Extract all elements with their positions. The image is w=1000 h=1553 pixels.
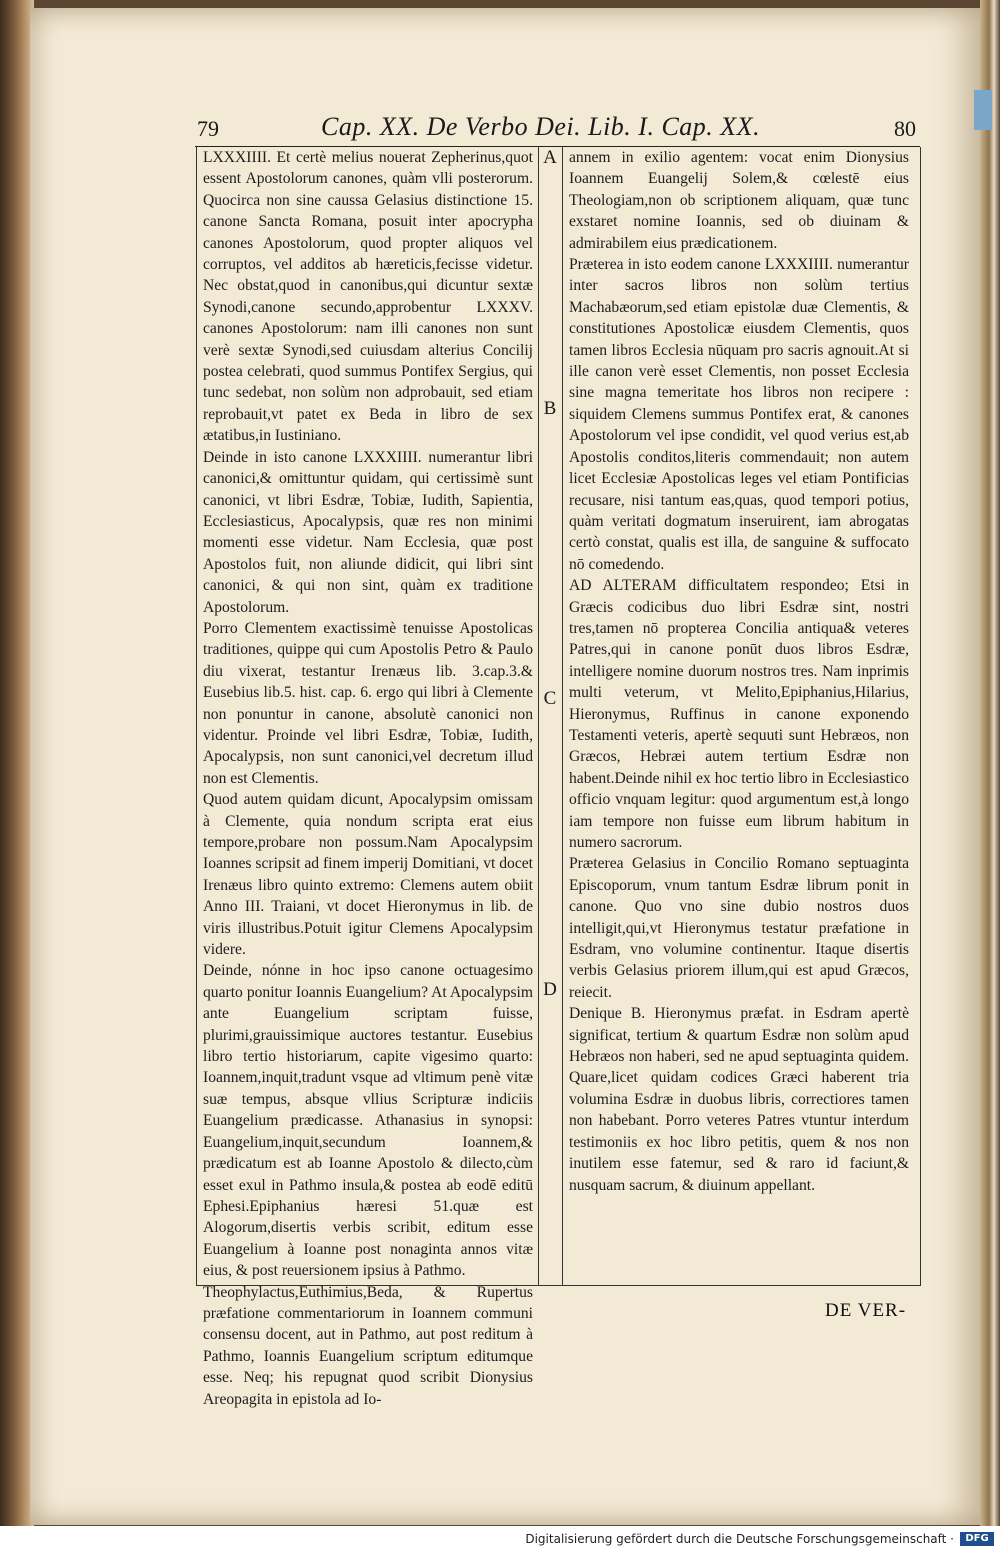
column-rule-left — [538, 147, 539, 1285]
catchword: DE VER- — [825, 1300, 907, 1321]
right-paragraph: Denique B. Hieronymus præfat. in Esdram apertè significat, tertium & quartum Esdræ non solùm apud Hebræos non haberi, sed ne apud septuaginta quidem. Quare,licet quidam codices Græci haberent tria volumina Esdræ in duobus libris, correctiores tamen non habebant. Porro veteres Patres vtuntur interdum testimoniis ex hoc libro petitis, quem & nos non inutilem esse fatemur, sed & raro id faciunt,& nusquam sacrum, & diuinum appellant. — [569, 1005, 909, 1194]
margin-marker-c: C — [543, 688, 557, 709]
column-rule-right — [562, 147, 563, 1285]
book-binding-left — [0, 0, 34, 1553]
left-paragraph: Quod autem quidam dicunt, Apocalypsim omissam à Clemente, quia nondum scripta erat eius tempore,probare non possum.Nam Apocalypsim Ioannes scripsit ad finem imperij Domitiani, vt docet Irenæus libro quinto extremo: Clemens autem obiit Anno III. Traiani, vt docet Hieronymus in lib. de viris illustribus.Potuit igitur Clemens Apocalypsim videre. — [203, 791, 533, 959]
right-paragraph: Præterea Gelasius in Concilio Romano septuaginta Episcoporum, vnum tantum Esdræ librum ponit in canone. Quo vno sine dubio nostros duos intelligit,qui,vt Hieronymus testatur præfatione in Esdram, vno volumine continentur. Itaque disertis verbis Gelasius priorem illum,qui est apud Græcos, reiecit. — [569, 855, 909, 1001]
right-paragraph: Præterea in isto eodem canone LXXXIIII. numerantur inter sacros libros non solùm tertius Machabæorum,sed etiam epistolæ duæ Clementis, & constitutiones Apostolicæ eiusdem Clementis, quos tamen libros Ecclesia nūquam pro sacris agnouit.At si ille canon verè esset Clementis, non posset Ecclesia sine magna temeritate hos libros non recipere : siquidem Clemens summus Pontifex erat, & canones Apostolorum vel ipse condidit, vel quod verius est,ab Apostolis conditos,literis commendauit; non autem licet Ecclesiæ Apostolicas leges vel etiam Pontificias recusare, nisi tantum eas,quas, quod tempori potius, quàm veritati dogmatum inseruirent, iam abrogatas certò constat, qualis est illa, de sanguine & suffocato nō comedendo. — [569, 256, 909, 573]
margin-marker-a: A — [543, 147, 557, 168]
right-column — [569, 147, 909, 1196]
page-header — [195, 112, 920, 147]
footer-credit: Digitalisierung gefördert durch die Deutsche Forschungsgemeinschaft · — [525, 1532, 954, 1546]
left-paragraph: Porro Clementem exactissimè tenuisse Apostolicas traditiones, quippe qui cum Apostolis Petro & Paulo diu vixerat, testantur Irenæus lib. 3.cap.3.& Eusebius lib.5. hist. cap. 6. ergo qui libri à Clemente non ponuntur in canone, absolutè canonici non videntur. Proinde vel libri Esdræ, Tobiæ, Iudith, Apocalypsis, non sunt canonici,vel decretum illud non est Clementis. — [203, 619, 533, 787]
margin-marker-d: D — [543, 979, 557, 1000]
left-paragraph: Deinde, nónne in hoc ipso canone octuagesimo quarto ponitur Ioannis Euangelium? At Apocalypsim ante Euangelium scriptam fuisse, plurimi,grauissimique auctores testantur. Eusebius libro tertio historiarum, capite vigesimo quarto: Ioannem,inquit,tradunt vsque ad vltimum penè vitæ suæ tempus, absque vllius Scripturæ indiciis Euangelium prædicasse. Athanasius in synopsi: Euangelium,inquit,secundum Ioannem,& prædicatum est ab Ioanne Apostolo & dilecto,cùm esset exul in Pathmo insula,& postea ab eodē editū Ephesi.Epiphanius hæresi 51.quæ est Alogorum,disertis verbis scribit, editum esse Euangelium à Ioanne post nonaginta annos vitæ eius, & post reuersionem ipsius à Pathmo. — [203, 962, 533, 1280]
margin-marker-b: B — [543, 398, 557, 419]
left-column — [203, 147, 533, 1410]
page-edge-right — [980, 0, 1000, 1553]
left-paragraph: LXXXIIII. Et certè melius nouerat Zepherinus,quot essent Apostolorum canones, quàm vlli posterorum. Quocirca non sine caussa Gelasius distinctione 15. canone Sancta Romana, posuit inter apocrypha canones Apostolorum, quod propter aliquos vel corruptos, vel additos ab hæreticis,fecisse videtur. Nec obstat,quod in canonibus,qui dicuntur sextæ Synodi,canone secundo,approbentur LXXXV. canones Apostolorum: nam illi canones non sunt verè sextæ Synodi,sed cuiusdam alterius Concilij postea celebrati, quod summus Pontifex Sergius, qui tunc sedebat, non solùm non adprobauit, sed etiam reprobauit,vt patet ex Beda in libro de sex ætatibus,in Iustiniano. — [203, 149, 533, 445]
bookmark-ribbon — [974, 90, 992, 130]
right-paragraph: annem in exilio agentem: vocat enim Dionysius Ioannem Euangelij Solem,& cœlestē eius Theologiam,non ob scriptionem aliquam, quæ tunc exstaret nomine Ioannis, sed ob diuinam & admirabilem eius prædicationem. — [569, 149, 909, 252]
running-title: Cap. XX. De Verbo Dei. Lib. I. Cap. XX. — [321, 112, 761, 141]
left-paragraph: Theophylactus,Euthimius,Beda, & Rupertus præfatione commentariorum in Ioannem communi consensu docent, aut in Pathmo, aut post reditum à Pathmo, Ioannis Euangelium scriptum editumque esse. Neq; his repugnat quod scribit Dionysius Areopagita in epistola ad Io- — [203, 1283, 533, 1408]
page-number-right: 80 — [894, 116, 916, 141]
right-paragraph: AD ALTERAM difficultatem respondeo; Etsi in Græcis codicibus duo libri Esdræ sint, nostri tres,tamen nō propterea Concilia antiqua& veteres Patres,qui in canone ponūt duos libros Esdræ, intelligere nomine duorum nostros tres. Nam inprimis multi veterum, vt Melito,Epiphanius,Hilarius, Hieronymus, Ruffinus in canone exponendo Testamenti veteris, apertè sequuti sunt Hebræos, non Græcos, Hebræi autem tertium Esdræ non habent.Deinde nihil ex hoc tertio libro in Ecclesiastico officio vnquam legitur: quod argumentum est,à longo iam tempore non fuisse eum librum habitum in numero sacrorum. — [569, 577, 909, 851]
digitization-footer — [0, 1526, 1000, 1553]
page-number-left: 79 — [197, 116, 219, 141]
left-paragraph: Deinde in isto canone LXXXIIII. numerantur libri canonici,& omittuntur quidam, qui certissimè sunt canonici, vt libri Esdræ, Tobiæ, Iudith, Sapientia, Ecclesiasticus, Apocalypsis, quæ res non minimi momenti esse videtur. Nam Ecclesia, quæ post Apostolos fuit, non aliunde didicit, qui libri sint canonici, & qui non sint, quàm ex traditione Apostolorum. — [203, 448, 533, 616]
dfg-logo: DFG — [960, 1532, 994, 1546]
